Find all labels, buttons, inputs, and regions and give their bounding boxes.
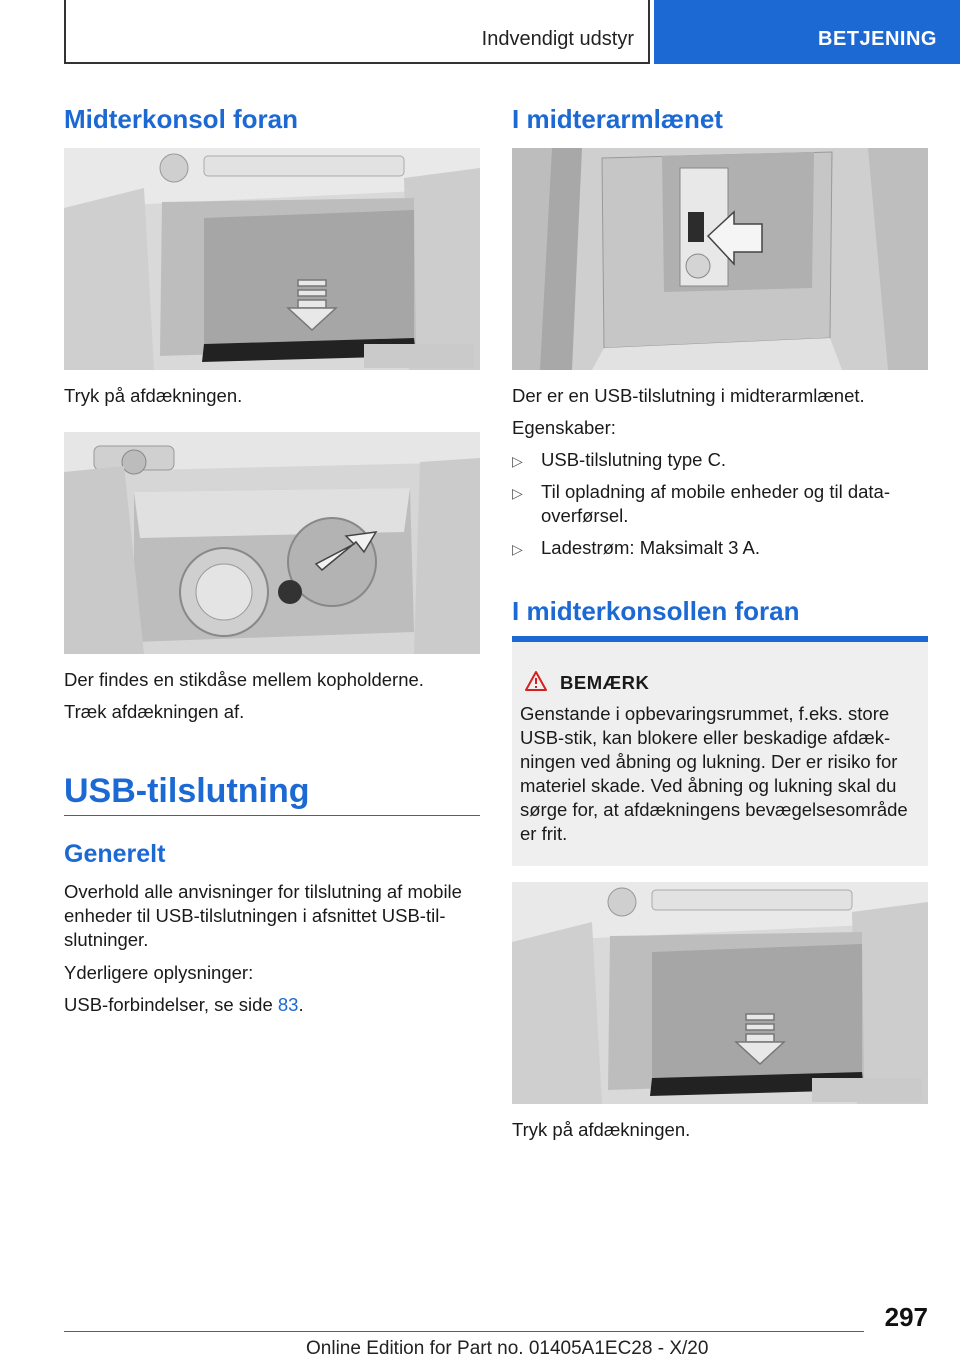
header-section-title: Indvendigt udstyr [481, 28, 634, 50]
subsection-generelt: Generelt [64, 840, 166, 868]
footer-divider [64, 1331, 864, 1332]
footer-edition-text: Online Edition for Part no. 01405A1EC28 - X/20 [306, 1338, 709, 1359]
caption-armrest-usb: Der er en USB-tilslutning i midterarmlænet. [512, 385, 865, 406]
list-item [512, 536, 928, 560]
list-item-text: Til opladning af mobile enheder og til dataoverførsel. [541, 481, 890, 526]
header-chapter-tab[interactable]: BETJENING [654, 0, 960, 64]
section-title-usb: USB-tilslutning [64, 772, 310, 810]
notice-title: BEMÆRK [560, 672, 650, 693]
caption-press-cover-2: Tryk på afdækningen. [512, 1119, 691, 1140]
caption-pull-cover: Træk afdækningen af. [64, 701, 245, 722]
list-item-text: Ladestrøm: Maksimalt 3 A. [541, 537, 760, 558]
usb-reference-period: . [298, 994, 304, 1015]
usb-reference-text: USB-forbindelser, se side [64, 994, 273, 1015]
usb-reference-line [64, 993, 304, 1017]
triangle-bullet-icon: ▷ [512, 541, 523, 557]
list-item [512, 448, 928, 472]
photo-center-console-cover [512, 882, 928, 1104]
triangle-bullet-icon: ▷ [512, 485, 523, 501]
generelt-text: Overhold alle anvisninger for tilslutning af mobile enheder til USB-tilslutningen i afsnittet USB-tilslutninger. [64, 881, 462, 950]
caption-socket-location: Der findes en stikdåse mellem kopholderne. [64, 669, 424, 690]
properties-label: Egenskaber: [512, 417, 616, 438]
list-item [512, 480, 928, 528]
notice-box [512, 636, 928, 866]
section-heading-armrest: I midterarmlænet [512, 104, 723, 134]
more-info-label: Yderligere oplysninger: [64, 962, 254, 983]
warning-triangle-icon [524, 670, 548, 692]
photo-armrest-usb [512, 148, 928, 370]
caption-press-cover: Tryk på afdækningen. [64, 385, 243, 406]
photo-console-cover [64, 148, 480, 370]
page-link-83[interactable]: 83 [277, 994, 299, 1015]
section-heading-center-console: I midterkonsollen foran [512, 596, 800, 626]
photo-cup-holders-socket [64, 432, 480, 654]
notice-text: Genstande i opbevaringsrummet, f.eks. store USB-stik, kan blokere eller beskadige afdækningen ved åbning og lukning. Der er risiko for materiel skade. Ved åbning og lukning skal du sørge for, at afdækningens bevægelsesområde er frit. [520, 703, 908, 844]
triangle-bullet-icon: ▷ [512, 453, 523, 469]
properties-list [512, 448, 928, 568]
list-item-text: USB-tilslutning type C. [541, 449, 727, 470]
section-divider [64, 815, 480, 816]
page-number: 297 [884, 1302, 928, 1332]
section-heading-midterkonsol: Midterkonsol foran [64, 104, 299, 134]
